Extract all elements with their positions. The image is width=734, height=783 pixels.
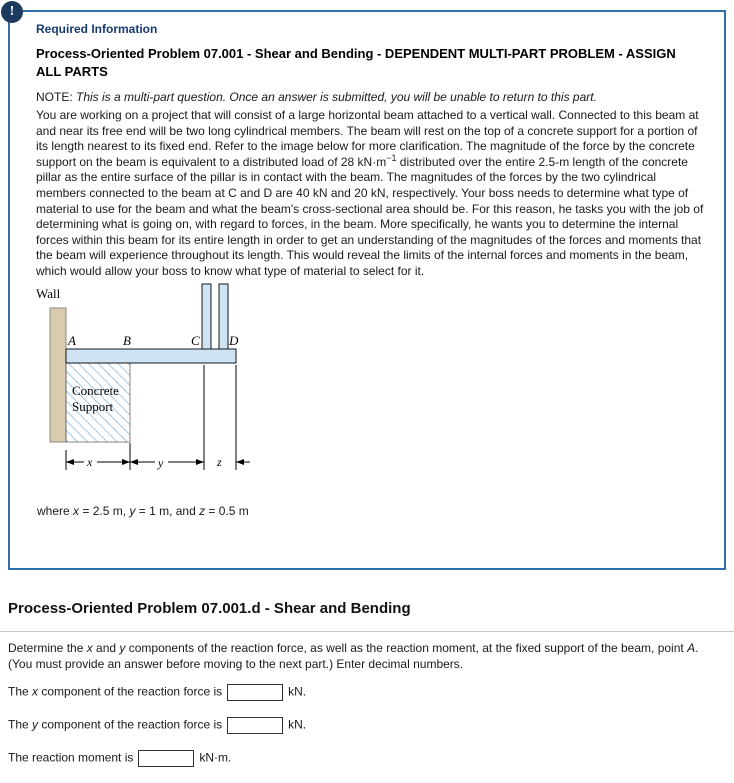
note-label: NOTE: — [36, 90, 77, 105]
answer-x-unit: kN. — [288, 684, 307, 699]
point-label-b: B — [123, 333, 131, 348]
point-label-a: A — [68, 333, 76, 348]
description-seg-2: distributed over the entire 2.5-m length of the concrete pillar as the entire surface of the pillar is in contact with the beam. The magnitudes of the forces by the two cylindrical members connected to the beam at C and D are 40 kN and 20 kN, respectively. Your boss needs to determine what type of material to use for the beam and what the beam's cross-sectional area should be. For this reason, he tasks you with the job of determining what is going on, with regard to forces, in the beam. More specifically, he wants you to determine the internal forces within this beam for its entire length in order to get an understanding of the magnitudes of the forces and moments that the beam will experience throughout its length. This would reveal the limits of the internal forces and moments in the beam, which would allow your boss to know what type of material to select for it. — [36, 154, 704, 278]
where-var-y: y — [129, 504, 136, 518]
description-seg-1: You are working on a project that will consist of a large horizontal beam attached to a vertical wall. Connected to this beam at and near its free end will be two long cylindrical members. The beam will rest on the top of a concrete support for a portion of its length nearest to its fixed end. Refer to the image below for more clarification. The magnitude of the force by the concrete support on the beam is equivalent to a distributed load of 28 kN·m — [36, 107, 699, 169]
question-seg-1: Determine the — [8, 641, 87, 655]
answer-row-x — [8, 684, 306, 702]
point-label-d: D — [229, 333, 239, 348]
where-line — [37, 504, 249, 518]
answer-section — [8, 684, 306, 783]
where-seg-3: = 1 m, and — [135, 504, 200, 518]
where-var-x: x — [73, 504, 80, 518]
question-seg-2: and — [92, 641, 120, 655]
where-var-z: z — [199, 504, 206, 518]
required-info-panel — [8, 10, 726, 570]
question-var-a: A — [687, 641, 696, 655]
question-var-y: y — [119, 641, 126, 655]
member-d-shape — [219, 284, 228, 350]
answer-moment-prompt: The reaction moment is — [8, 750, 134, 765]
question-seg-4: . (You must provide an answer before moving to the next part.) Enter decimal numbers. — [8, 641, 699, 672]
problem-description — [36, 108, 708, 280]
superscript-exponent: −1 — [386, 152, 397, 163]
where-seg-4: = 0.5 m — [205, 504, 249, 518]
support-label-line2: Support — [72, 399, 114, 414]
answer-y-unit: kN. — [288, 717, 307, 732]
answer-y-variable: y — [32, 717, 39, 732]
where-seg-1: where — [37, 504, 74, 518]
beam-shape — [66, 349, 236, 363]
answer-row-y — [8, 717, 306, 735]
answer-moment-unit: kN·m. — [199, 750, 232, 765]
answer-x-prompt: component of the reaction force is — [38, 684, 223, 699]
answer-x-variable: x — [32, 684, 39, 699]
note-line — [36, 90, 708, 106]
x-component-input[interactable] — [227, 684, 283, 701]
problem-title: Process-Oriented Problem 07.001 - Shear and Bending - DEPENDENT MULTI-PART PROBLEM - ASSIGN ALL PARTS — [36, 46, 676, 80]
dim-label-z: z — [217, 455, 222, 469]
answer-y-prompt: component of the reaction force is — [38, 717, 223, 732]
y-component-input[interactable] — [227, 717, 283, 734]
beam-diagram — [36, 282, 316, 482]
part-heading: Process-Oriented Problem 07.001.d - Shear and Bending — [8, 600, 411, 617]
point-label-c: C — [191, 333, 200, 348]
support-label-line1: Concrete — [72, 383, 119, 398]
where-seg-2: = 2.5 m, — [79, 504, 130, 518]
question-text — [8, 640, 722, 672]
note-text: This is a multi-part question. Once an answer is submitted, you will be unable to return to this part. — [76, 90, 597, 105]
answer-y-pre: The — [8, 717, 33, 732]
dim-label-y: y — [158, 456, 164, 470]
question-seg-3: components of the reaction force, as well as the reaction moment, at the fixed support of the beam, point — [125, 641, 688, 655]
question-var-x: x — [86, 641, 93, 655]
dim-label-x: x — [87, 455, 93, 469]
member-c-shape — [202, 284, 211, 350]
answer-row-moment — [8, 750, 306, 768]
answer-x-pre: The — [8, 684, 33, 699]
wall-shape — [50, 308, 66, 442]
wall-label: Wall — [36, 286, 61, 301]
required-info-header: Required Information — [36, 22, 158, 36]
alert-icon: ! — [1, 1, 23, 23]
section-divider — [0, 631, 734, 632]
reaction-moment-input[interactable] — [138, 750, 194, 767]
